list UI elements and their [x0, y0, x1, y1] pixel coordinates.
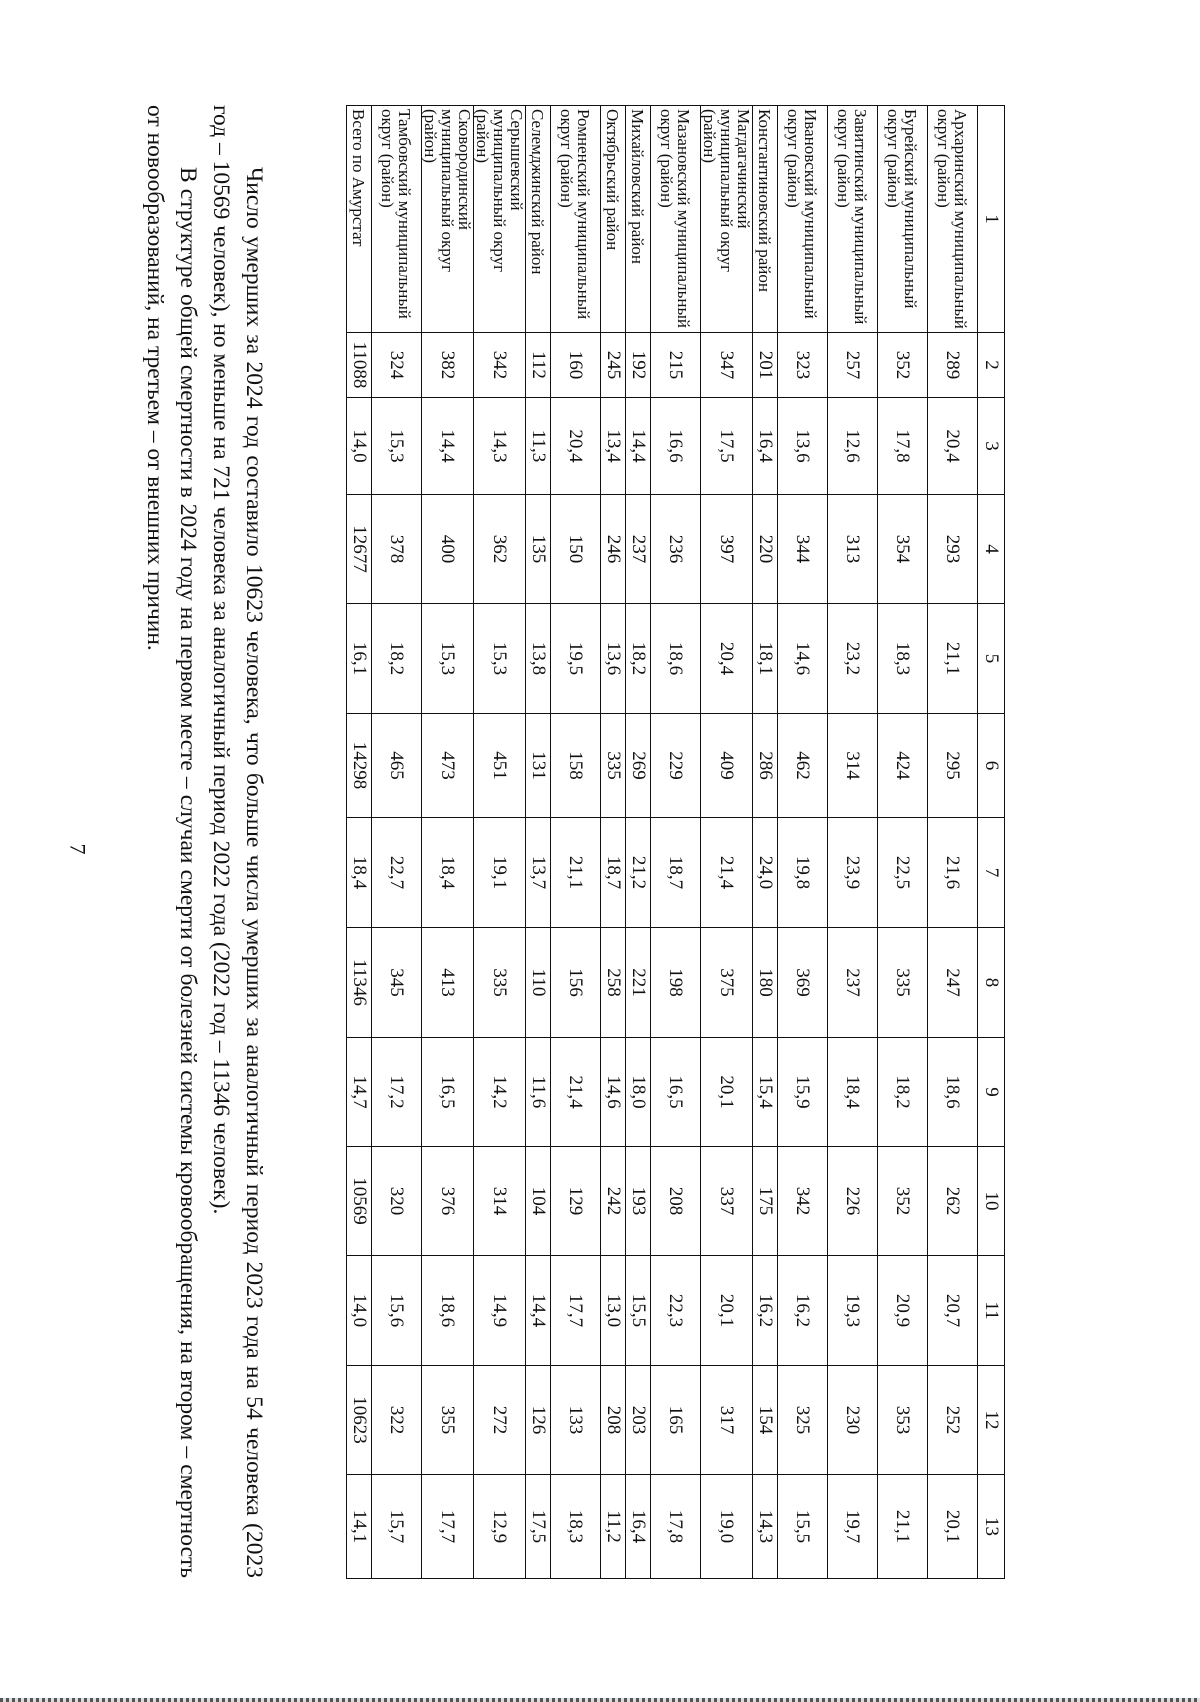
column-header: 1: [978, 106, 1005, 333]
table-cell: 18,6: [651, 604, 701, 714]
table-cell: 12,9: [474, 1475, 526, 1579]
table-cell: 154: [753, 1366, 778, 1475]
table-cell: 345: [372, 928, 422, 1038]
district-name-cell: Архаринский муниципальный округ (район): [928, 106, 978, 333]
table-cell: 14,1: [347, 1475, 372, 1579]
table-cell: 272: [474, 1366, 526, 1475]
table-row: [422, 106, 474, 1579]
table-row: [526, 106, 551, 1579]
table-cell: 16,5: [651, 1038, 701, 1147]
table-cell: 17,5: [526, 1475, 551, 1579]
table-cell: 347: [701, 333, 753, 398]
table-cell: 19,8: [778, 818, 828, 928]
table-cell: 18,2: [878, 1038, 928, 1147]
table-cell: 15,5: [778, 1475, 828, 1579]
table-cell: 12,6: [828, 398, 878, 495]
table-cell: 133: [551, 1366, 601, 1475]
table-cell: 14,0: [347, 398, 372, 495]
table-cell: 289: [928, 333, 978, 398]
table-cell: 18,4: [828, 1038, 878, 1147]
table-cell: 14,3: [474, 398, 526, 495]
table-cell: 18,6: [422, 1256, 474, 1366]
table-cell: 17,7: [551, 1256, 601, 1366]
table-cell: 16,2: [778, 1256, 828, 1366]
table-cell: 18,0: [626, 1038, 651, 1147]
table-cell: 20,4: [551, 398, 601, 495]
table-cell: 335: [878, 928, 928, 1038]
table-cell: 13,6: [601, 604, 626, 714]
table-cell: 21,2: [626, 818, 651, 928]
column-header: 9: [978, 1038, 1005, 1147]
table-cell: 23,9: [828, 818, 878, 928]
table-cell: 335: [601, 714, 626, 818]
table-cell: 473: [422, 714, 474, 818]
table-total-row: [347, 106, 372, 1579]
table-cell: 246: [601, 495, 626, 604]
table-cell: 15,3: [422, 604, 474, 714]
table-cell: 21,1: [551, 818, 601, 928]
table-cell: 18,3: [551, 1475, 601, 1579]
column-header: 6: [978, 714, 1005, 818]
column-header: 7: [978, 818, 1005, 928]
table-cell: 135: [526, 495, 551, 604]
total-label-cell: Всего по Амурстат: [347, 106, 372, 333]
table-cell: 11088: [347, 333, 372, 398]
table-cell: 208: [651, 1147, 701, 1256]
district-name-cell: Завитинский муниципальный округ (район): [828, 106, 878, 333]
table-cell: 21,1: [878, 1475, 928, 1579]
table-row: [928, 106, 978, 1579]
scan-bottom-edge: [0, 1698, 1200, 1702]
table-cell: 14298: [347, 714, 372, 818]
table-cell: 11,3: [526, 398, 551, 495]
table-cell: 14,4: [526, 1256, 551, 1366]
table-cell: 342: [474, 333, 526, 398]
table-cell: 20,1: [928, 1475, 978, 1579]
table-cell: 14,9: [474, 1256, 526, 1366]
table-cell: 15,3: [372, 398, 422, 495]
table-cell: 397: [701, 495, 753, 604]
table-cell: 13,7: [526, 818, 551, 928]
district-name-cell: Тамбовский муниципальный округ (район): [372, 106, 422, 333]
table-cell: 295: [928, 714, 978, 818]
table-cell: 230: [828, 1366, 878, 1475]
district-name-cell: Мазановский муниципальный округ (район): [651, 106, 701, 333]
table-cell: 451: [474, 714, 526, 818]
column-header: 12: [978, 1366, 1005, 1475]
table-cell: 323: [778, 333, 828, 398]
table-cell: 20,9: [878, 1256, 928, 1366]
column-header: 10: [978, 1147, 1005, 1256]
district-name-cell: Ивановский муниципальный округ (район): [778, 106, 828, 333]
column-header: 4: [978, 495, 1005, 604]
table-cell: 14,2: [474, 1038, 526, 1147]
table-cell: 10623: [347, 1366, 372, 1475]
table-cell: 203: [626, 1366, 651, 1475]
table-cell: 14,4: [626, 398, 651, 495]
table-cell: 237: [828, 928, 878, 1038]
table-cell: 13,8: [526, 604, 551, 714]
table-cell: 15,4: [753, 1038, 778, 1147]
table-cell: 242: [601, 1147, 626, 1256]
table-cell: 150: [551, 495, 601, 604]
table-cell: 160: [551, 333, 601, 398]
table-cell: 192: [626, 333, 651, 398]
table-cell: 20,7: [928, 1256, 978, 1366]
table-cell: 131: [526, 714, 551, 818]
table-cell: 208: [601, 1366, 626, 1475]
table-cell: 344: [778, 495, 828, 604]
table-cell: 193: [626, 1147, 651, 1256]
table-cell: 14,3: [753, 1475, 778, 1579]
table-row: [651, 106, 701, 1579]
mortality-table: [346, 105, 1005, 1579]
district-name-cell: Бурейский муниципальный округ (район): [878, 106, 928, 333]
table-cell: 21,6: [928, 818, 978, 928]
table-cell: 13,6: [778, 398, 828, 495]
table-cell: 313: [828, 495, 878, 604]
table-cell: 14,6: [778, 604, 828, 714]
table-cell: 129: [551, 1147, 601, 1256]
table-cell: 21,4: [551, 1038, 601, 1147]
table-cell: 409: [701, 714, 753, 818]
table-row: [828, 106, 878, 1579]
table-cell: 320: [372, 1147, 422, 1256]
table-cell: 158: [551, 714, 601, 818]
column-header: 11: [978, 1256, 1005, 1366]
table-cell: 257: [828, 333, 878, 398]
table-cell: 17,7: [422, 1475, 474, 1579]
table-row: [753, 106, 778, 1579]
table-cell: 317: [701, 1366, 753, 1475]
table-cell: 355: [422, 1366, 474, 1475]
table-cell: 262: [928, 1147, 978, 1256]
table-cell: 15,9: [778, 1038, 828, 1147]
table-row: [551, 106, 601, 1579]
table-cell: 165: [651, 1366, 701, 1475]
table-cell: 20,1: [701, 1038, 753, 1147]
table-cell: 22,7: [372, 818, 422, 928]
table-cell: 18,1: [753, 604, 778, 714]
table-cell: 17,8: [878, 398, 928, 495]
table-cell: 325: [778, 1366, 828, 1475]
table-cell: 21,4: [701, 818, 753, 928]
table-cell: 252: [928, 1366, 978, 1475]
table-cell: 17,5: [701, 398, 753, 495]
table-cell: 15,5: [626, 1256, 651, 1366]
table-cell: 18,4: [422, 818, 474, 928]
paragraph-deaths-count: Число умерших за 2024 год составило 10623 человека, что больше числа умерших за аналогичный период 2023 года на 54 человека (2023 год – 10569 человек), но меньше на 721 человека за аналогичный период 2022 года (2022 год – 11346 человек).: [208, 105, 267, 1578]
table-cell: 14,0: [347, 1256, 372, 1366]
table-cell: 314: [474, 1147, 526, 1256]
table-cell: 13,4: [601, 398, 626, 495]
rotated-page-content: [135, 105, 1005, 1605]
table-cell: 156: [551, 928, 601, 1038]
table-cell: 17,8: [651, 1475, 701, 1579]
table-cell: 237: [626, 495, 651, 604]
district-name-cell: Октябрьский район: [601, 106, 626, 333]
table-cell: 352: [878, 333, 928, 398]
table-cell: 16,1: [347, 604, 372, 714]
table-cell: 198: [651, 928, 701, 1038]
table-cell: 24,0: [753, 818, 778, 928]
page-number: 7: [65, 843, 91, 855]
table-header-row: [978, 106, 1005, 1579]
district-name-cell: Серышевский муниципальный округ (район): [474, 106, 526, 333]
table-cell: 324: [372, 333, 422, 398]
table-cell: 322: [372, 1366, 422, 1475]
table-row: [372, 106, 422, 1579]
table-row: [601, 106, 626, 1579]
body-text: [138, 105, 270, 1578]
column-header: 8: [978, 928, 1005, 1038]
table-cell: 11346: [347, 928, 372, 1038]
table-cell: 269: [626, 714, 651, 818]
table-cell: 342: [778, 1147, 828, 1256]
table-cell: 11,6: [526, 1038, 551, 1147]
table-cell: 376: [422, 1147, 474, 1256]
table-cell: 15,7: [372, 1475, 422, 1579]
table-cell: 18,3: [878, 604, 928, 714]
table-cell: 245: [601, 333, 626, 398]
table-cell: 400: [422, 495, 474, 604]
table-cell: 19,7: [828, 1475, 878, 1579]
table-row: [474, 106, 526, 1579]
table-cell: 20,1: [701, 1256, 753, 1366]
table-cell: 220: [753, 495, 778, 604]
table-cell: 16,6: [651, 398, 701, 495]
column-header: 5: [978, 604, 1005, 714]
table-row: [701, 106, 753, 1579]
column-header: 2: [978, 333, 1005, 398]
column-header: 13: [978, 1475, 1005, 1579]
table-cell: 375: [701, 928, 753, 1038]
table-cell: 352: [878, 1147, 928, 1256]
table-cell: 247: [928, 928, 978, 1038]
table-cell: 18,7: [651, 818, 701, 928]
table-cell: 21,1: [928, 604, 978, 714]
paragraph-mortality-structure: В структуре общей смертности в 2024 году на первом месте – случаи смерти от болезней системы кровообращения, на втором – смертность от новообразований, на третьем – от внешних причин.: [142, 105, 201, 1578]
table-cell: 462: [778, 714, 828, 818]
table-cell: 18,4: [347, 818, 372, 928]
table-cell: 22,5: [878, 818, 928, 928]
table-cell: 16,2: [753, 1256, 778, 1366]
table-cell: 16,5: [422, 1038, 474, 1147]
table-cell: 18,7: [601, 818, 626, 928]
table-cell: 11,2: [601, 1475, 626, 1579]
table-cell: 293: [928, 495, 978, 604]
table-cell: 18,2: [626, 604, 651, 714]
table-cell: 19,0: [701, 1475, 753, 1579]
table-cell: 354: [878, 495, 928, 604]
table-row: [626, 106, 651, 1579]
table-cell: 15,3: [474, 604, 526, 714]
table-cell: 110: [526, 928, 551, 1038]
table-cell: 369: [778, 928, 828, 1038]
table-cell: 23,2: [828, 604, 878, 714]
table-cell: 221: [626, 928, 651, 1038]
table-cell: 353: [878, 1366, 928, 1475]
table-cell: 229: [651, 714, 701, 818]
table-cell: 382: [422, 333, 474, 398]
table-cell: 314: [828, 714, 878, 818]
table-cell: 201: [753, 333, 778, 398]
table-cell: 175: [753, 1147, 778, 1256]
table-cell: 424: [878, 714, 928, 818]
table-cell: 16,4: [626, 1475, 651, 1579]
table-cell: 226: [828, 1147, 878, 1256]
table-cell: 337: [701, 1147, 753, 1256]
table-cell: 15,6: [372, 1256, 422, 1366]
district-name-cell: Сковородинский муниципальный округ (район): [422, 106, 474, 333]
column-header: 3: [978, 398, 1005, 495]
table-cell: 465: [372, 714, 422, 818]
table-cell: 20,4: [928, 398, 978, 495]
table-cell: 12677: [347, 495, 372, 604]
table-cell: 104: [526, 1147, 551, 1256]
table-cell: 258: [601, 928, 626, 1038]
table-cell: 18,2: [372, 604, 422, 714]
table-cell: 112: [526, 333, 551, 398]
table-cell: 20,4: [701, 604, 753, 714]
table-cell: 17,2: [372, 1038, 422, 1147]
district-name-cell: Ромненский муниципальный округ (район): [551, 106, 601, 333]
table-row: [878, 106, 928, 1579]
table-cell: 362: [474, 495, 526, 604]
table-cell: 126: [526, 1366, 551, 1475]
table-cell: 13,0: [601, 1256, 626, 1366]
table-cell: 413: [422, 928, 474, 1038]
table-row: [778, 106, 828, 1579]
table-cell: 215: [651, 333, 701, 398]
district-name-cell: Константиновский район: [753, 106, 778, 333]
table-cell: 14,7: [347, 1038, 372, 1147]
table-cell: 16,4: [753, 398, 778, 495]
table-cell: 286: [753, 714, 778, 818]
table-cell: 378: [372, 495, 422, 604]
table-cell: 180: [753, 928, 778, 1038]
table-cell: 10569: [347, 1147, 372, 1256]
table-cell: 19,3: [828, 1256, 878, 1366]
district-name-cell: Михайловский район: [626, 106, 651, 333]
table-cell: 335: [474, 928, 526, 1038]
table-cell: 19,5: [551, 604, 601, 714]
table-cell: 14,6: [601, 1038, 626, 1147]
district-name-cell: Селемджинский район: [526, 106, 551, 333]
table-cell: 236: [651, 495, 701, 604]
table-cell: 18,6: [928, 1038, 978, 1147]
table-cell: 19,1: [474, 818, 526, 928]
table-cell: 22,3: [651, 1256, 701, 1366]
table-cell: 14,4: [422, 398, 474, 495]
district-name-cell: Магдагачинский муниципальный округ (район): [701, 106, 753, 333]
